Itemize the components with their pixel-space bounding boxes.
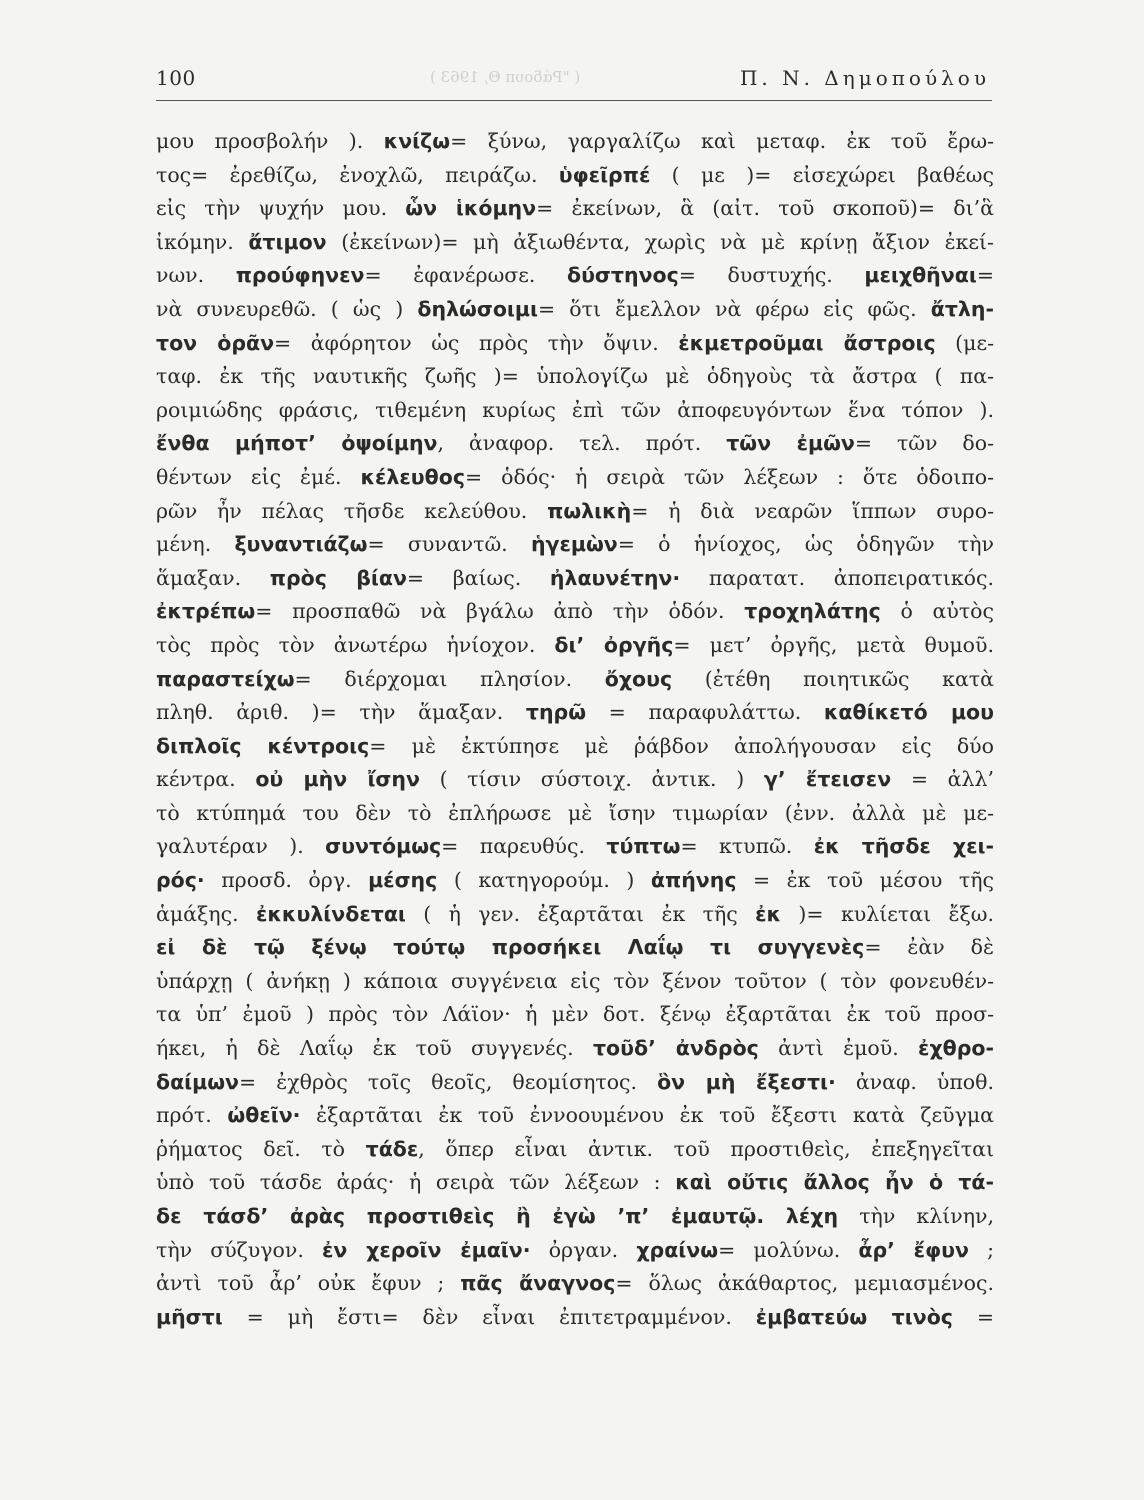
gloss-text: = ἐὰν δὲ xyxy=(864,935,994,960)
lemma-term: τηρῶ xyxy=(525,700,587,725)
text-line xyxy=(156,461,994,495)
gloss-text: ὑπάρχῃ ( ἀνήκῃ ) κάποια συγγένεια εἰς τὸν ξένον τοῦτον ( τὸν φονευθέν- xyxy=(156,968,994,993)
text-line xyxy=(156,1166,994,1200)
gloss-text: γαλυτέραν ). xyxy=(156,834,326,859)
lemma-term: δαίμων xyxy=(156,1069,240,1094)
lemma-term: τάδε xyxy=(365,1136,419,1161)
lemma-term: ὃν μὴ ἔξεστι· xyxy=(657,1069,836,1094)
gloss-text: = μολύνω. xyxy=(718,1237,859,1262)
gloss-text: = xyxy=(952,1304,994,1329)
gloss-text: ροιμιώδης φράσις, τιθεμένη κυρίως ἐπὶ τῶν ἀποφευγόντων ἕνα τόπον ). xyxy=(156,397,994,422)
text-line xyxy=(156,159,994,193)
gloss-text: ἀναφ. ὑποθ. xyxy=(835,1069,994,1094)
gloss-text: , ἀναφορ. τελ. πρότ. xyxy=(437,431,727,456)
lemma-term: ἐκ xyxy=(755,901,782,926)
text-line xyxy=(156,1234,994,1268)
gloss-text: = διέρχομαι πλησίον. xyxy=(294,666,605,691)
lemma-term: ἡγεμὼν xyxy=(530,532,618,557)
lemma-term: τον ὁρᾶν xyxy=(156,330,275,355)
gloss-text: τος= ἐρεθίζω, ἐνοχλῶ, πειράζω. xyxy=(156,162,559,187)
lemma-term: δι’ ὀργῆς xyxy=(554,632,674,657)
lemma-term: ἠλαυνέτην· xyxy=(549,565,681,590)
gloss-text: ὀργαν. xyxy=(530,1237,637,1262)
lemma-term: ἄτιμον xyxy=(248,229,327,254)
text-line xyxy=(156,629,994,663)
text-line xyxy=(156,595,994,629)
gloss-text: ἐξαρτᾶται ἐκ τοῦ ἐννοουμένου ἐκ τοῦ ἔξεστι κατὰ ζεῦγμα xyxy=(300,1103,994,1128)
text-line xyxy=(156,192,994,226)
gloss-text: ῥήματος δεῖ. τὸ xyxy=(156,1136,366,1161)
lemma-term: κνίζω xyxy=(383,129,451,153)
lemma-term: γ’ ἔτεισεν xyxy=(763,767,892,792)
gloss-text: ( κατηγορούμ. ) xyxy=(437,868,651,893)
lemma-term: ὠθεῖν· xyxy=(227,1103,301,1128)
lemma-term: χραίνω xyxy=(636,1237,719,1262)
gloss-text: κέντρα. xyxy=(156,767,256,792)
lemma-term: ἆρ’ ἔφυν xyxy=(858,1237,969,1262)
gloss-text: παρατατ. ἀποπειρατικός. xyxy=(680,565,994,590)
gloss-text: τὴν σύζυγον. xyxy=(156,1237,322,1262)
gloss-text: = δυστυχής. xyxy=(678,263,865,288)
gloss-text: ταφ. ἐκ τῆς ναυτικῆς ζωῆς )= ὑπολογίζω μὲ ὁδηγοὺς τὰ ἄστρα ( πα- xyxy=(156,364,994,389)
lemma-term: ἐκκυλίνδεται xyxy=(255,901,406,926)
header-rule xyxy=(156,100,992,101)
text-line xyxy=(156,696,994,730)
gloss-text: ὑπὸ τοῦ τάσδε ἀράς· ἡ σειρὰ τῶν λέξεων : xyxy=(156,1170,676,1195)
text-line xyxy=(156,797,994,831)
gloss-text: = ἐκείνων, ἃ (αἰτ. τοῦ σκοποῦ)= δι’ἃ xyxy=(536,196,995,221)
lemma-term: ἄτλη- xyxy=(930,296,994,321)
text-line xyxy=(156,931,994,965)
lemma-term: τροχηλάτης xyxy=(744,599,881,624)
gloss-text: ( ἡ γεν. ἐξαρτᾶται ἐκ τῆς xyxy=(405,901,756,926)
running-head-author: Π. Ν. Δημοπούλου xyxy=(739,66,990,90)
gloss-text: πρότ. xyxy=(156,1103,228,1128)
gloss-text: θέντων εἰς ἐμέ. xyxy=(156,464,361,489)
lemma-term: ὄχους xyxy=(604,666,673,691)
lemma-term: ὧν ἱκόμην xyxy=(405,196,537,221)
gloss-text: προσδ. ὀργ. xyxy=(204,868,369,893)
lemma-term: ἐκ τῆσδε χει- xyxy=(813,834,994,859)
lemma-term: ὑφεῖρπέ xyxy=(558,162,651,187)
text-line xyxy=(156,427,994,461)
gloss-text: μένη. xyxy=(156,532,235,557)
gloss-text: = μὴ ἔστι= δὲν εἶναι ἐπιτετραμμένον. xyxy=(222,1304,756,1329)
lemma-term: ἐκτρέπω xyxy=(156,599,256,624)
lemma-term: τοῦδ’ ἀνδρὸς xyxy=(592,1036,759,1061)
lemma-term: ἀπήνης xyxy=(650,868,737,893)
text-line xyxy=(156,1301,994,1335)
lemma-term: εἰ δὲ τῷ ξένῳ τούτῳ προσήκει Λαΐῳ τι συγγενὲς xyxy=(156,935,865,960)
text-line xyxy=(156,663,994,697)
lemma-term: ἐν χεροῖν ἐμαῖν· xyxy=(321,1237,531,1262)
text-line xyxy=(156,327,994,361)
lemma-term: ρός· xyxy=(156,868,205,893)
gloss-text: ἱκόμην. xyxy=(156,229,249,254)
gloss-text: = παραφυλάττω. xyxy=(586,700,824,725)
text-line xyxy=(156,394,994,428)
text-line xyxy=(156,763,994,797)
gloss-text: = ξύνω, γαργαλίζω καὶ μεταφ. ἐκ τοῦ ἔρω- xyxy=(450,129,995,153)
text-line xyxy=(156,898,994,932)
text-line xyxy=(156,1267,994,1301)
lemma-term: πρὸς βίαν xyxy=(269,565,407,590)
gloss-text: νὰ συνευρεθῶ. ( ὡς ) xyxy=(156,296,418,321)
gloss-text: = ἀλλ’ xyxy=(891,767,994,792)
lemma-term: προύφηνεν xyxy=(235,263,365,288)
text-line xyxy=(156,1099,994,1133)
gloss-text: τὸ κτύπημά του δὲν τὸ ἐπλήρωσε μὲ ἴσην τιμωρίαν (ἐνν. ἀλλὰ μὲ με- xyxy=(156,800,994,825)
lemma-term: τῶν ἐμῶν xyxy=(726,431,855,456)
gloss-text: = ὁ ἡνίοχος, ὡς ὁδηγῶν τὴν xyxy=(617,532,994,557)
text-line xyxy=(156,360,994,394)
gloss-text: ἅμαξαν. xyxy=(156,565,270,590)
text-line xyxy=(156,965,994,999)
text-line xyxy=(156,125,994,159)
gloss-text: ἁμάξης. xyxy=(156,901,256,926)
lemma-term: ἐμβατεύω τινὸς xyxy=(755,1304,953,1329)
gloss-text: εἰς τὴν ψυχήν μου. xyxy=(156,196,406,221)
gloss-text: ήκει, ἡ δὲ Λαΐῳ ἐκ τοῦ συγγενές. xyxy=(156,1036,593,1061)
gloss-text: )= κυλίεται ἔξω. xyxy=(781,901,994,926)
gloss-text: νων. xyxy=(156,263,236,288)
lemma-term: ἐκμετροῦμαι ἄστροις xyxy=(678,330,936,355)
gloss-text: = ἀφόρητον ὡς πρὸς τὴν ὄψιν. xyxy=(274,330,679,355)
text-line xyxy=(156,864,994,898)
text-line xyxy=(156,730,994,764)
lemma-term: κέλευθος xyxy=(360,464,465,489)
gloss-text: = ἐφανέρωσε. xyxy=(364,263,567,288)
gloss-text: ( τίσιν σύστοιχ. ἀντικ. ) xyxy=(419,767,764,792)
text-line xyxy=(156,1032,994,1066)
gloss-text: ἀντὶ τοῦ ἆρ’ οὐκ ἔφυν ; xyxy=(156,1271,461,1296)
gloss-text: ὁ αὐτὸς xyxy=(880,599,994,624)
gloss-text: = ἡ διὰ νεαρῶν ἵππων συρο- xyxy=(631,498,995,523)
gloss-text: (ἐκείνων)= μὴ ἀξιωθέντα, χωρὶς νὰ μὲ κρίνῃ ἄξιον ἐκεί- xyxy=(326,229,994,254)
gloss-text: πληθ. ἀριθ. )= τὴν ἅμαξαν. xyxy=(156,700,526,725)
gloss-text: = συναντῶ. xyxy=(367,532,531,557)
text-line xyxy=(156,293,994,327)
gloss-text: = βαίως. xyxy=(406,565,550,590)
gloss-text: τὴν κλίνην, xyxy=(838,1204,994,1228)
lemma-term: μέσης xyxy=(368,868,438,893)
lemma-term: συντόμως xyxy=(325,834,442,859)
gloss-text: = ὁδός· ἡ σειρὰ τῶν λέξεων : ὅτε ὁδοιπο- xyxy=(464,464,994,489)
lemma-term: μῆστι xyxy=(156,1304,223,1329)
gloss-text: = προσπαθῶ νὰ βγάλω ἀπὸ τὴν ὁδόν. xyxy=(255,599,745,624)
gloss-text: τα ὑπ’ ἐμοῦ ) πρὸς τὸν Λάϊον· ἡ μὲν δοτ. ξένῳ ἐξαρτᾶται ἐκ τοῦ προσ- xyxy=(156,1002,994,1027)
lemma-term: ξυναντιάζω xyxy=(234,532,368,557)
lemma-term: μειχθῆναι xyxy=(864,263,977,288)
text-line xyxy=(156,1200,994,1234)
lemma-term: παραστείχω xyxy=(156,666,295,691)
lemma-term: διπλοῖς κέντροις xyxy=(156,733,370,758)
lemma-term: δηλώσοιμι xyxy=(417,296,538,321)
gloss-text: = τῶν δο- xyxy=(854,431,994,456)
lemma-term: καθίκετό μου xyxy=(823,700,994,725)
lemma-term: οὐ μὴν ἴσην xyxy=(255,767,420,792)
gloss-text: ; xyxy=(968,1237,994,1262)
gloss-text: = xyxy=(976,263,994,288)
bleed-through-text: ( "Ράδουπ Θ, 1963 ) xyxy=(430,68,581,86)
gloss-text: ρῶν ἦν πέλας τῆσδε κελεύθου. xyxy=(156,498,548,523)
lemma-term: ἐχθρο- xyxy=(918,1036,995,1061)
gloss-text: = κτυπῶ. xyxy=(680,834,814,859)
lemma-term: πωλικὴ xyxy=(547,498,632,523)
text-line xyxy=(156,495,994,529)
gloss-text: = μετ’ ὀργῆς, μετὰ θυμοῦ. xyxy=(673,632,995,657)
gloss-text: = παρευθύς. xyxy=(441,834,607,859)
text-line xyxy=(156,1133,994,1167)
text-line xyxy=(156,562,994,596)
lemma-term: καὶ οὔτις ἄλλος ἦν ὁ τά- xyxy=(675,1170,994,1195)
gloss-text: = ἐκ τοῦ μέσου τῆς xyxy=(736,868,994,893)
gloss-text: = μὲ ἐκτύπησε μὲ ῥάβδον ἀπολήγουσαν εἰς δύο xyxy=(369,733,994,758)
gloss-text: ( με )= εἰσεχώρει βαθέως xyxy=(650,162,994,187)
text-line xyxy=(156,528,994,562)
gloss-text: , ὅπερ εἶναι ἀντικ. τοῦ προστιθεὶς, ἐπεξηγεῖται xyxy=(418,1136,994,1161)
gloss-text: = ὅλως ἀκάθαρτος, μεμιασμένος. xyxy=(615,1271,995,1296)
gloss-text: (ἐτέθη ποιητικῶς κατὰ xyxy=(672,666,994,691)
gloss-text: = ἐχθρὸς τοῖς θεοῖς, θεομίσητος. xyxy=(239,1069,658,1094)
text-line xyxy=(156,998,994,1032)
gloss-text: τὸς πρὸς τὸν ἀνωτέρω ἡνίοχον. xyxy=(156,632,555,657)
text-line xyxy=(156,1066,994,1100)
gloss-text: = ὅτι ἔμελλον νὰ φέρω εἰς φῶς. xyxy=(537,296,931,321)
text-line xyxy=(156,259,994,293)
gloss-text: ἀντὶ ἐμοῦ. xyxy=(758,1036,919,1061)
text-line xyxy=(156,830,994,864)
lemma-term: τύπτω xyxy=(606,834,681,859)
gloss-text: μου προσβολήν ). xyxy=(156,129,384,153)
lemma-term: δε τάσδ’ ἀρὰς προστιθεὶς ἢ ἐγὼ ’π’ ἐμαυτῷ. λέχη xyxy=(156,1204,839,1228)
lemma-term: ἔνθα μήποτ’ ὀψοίμην xyxy=(156,431,438,456)
lemma-term: πᾶς ἄναγνος xyxy=(460,1271,616,1296)
page-number: 100 xyxy=(156,66,196,90)
gloss-text: (με- xyxy=(935,330,995,355)
commentary-text xyxy=(156,125,994,1334)
lemma-term: δύστηνος xyxy=(567,263,679,288)
text-line xyxy=(156,226,994,260)
